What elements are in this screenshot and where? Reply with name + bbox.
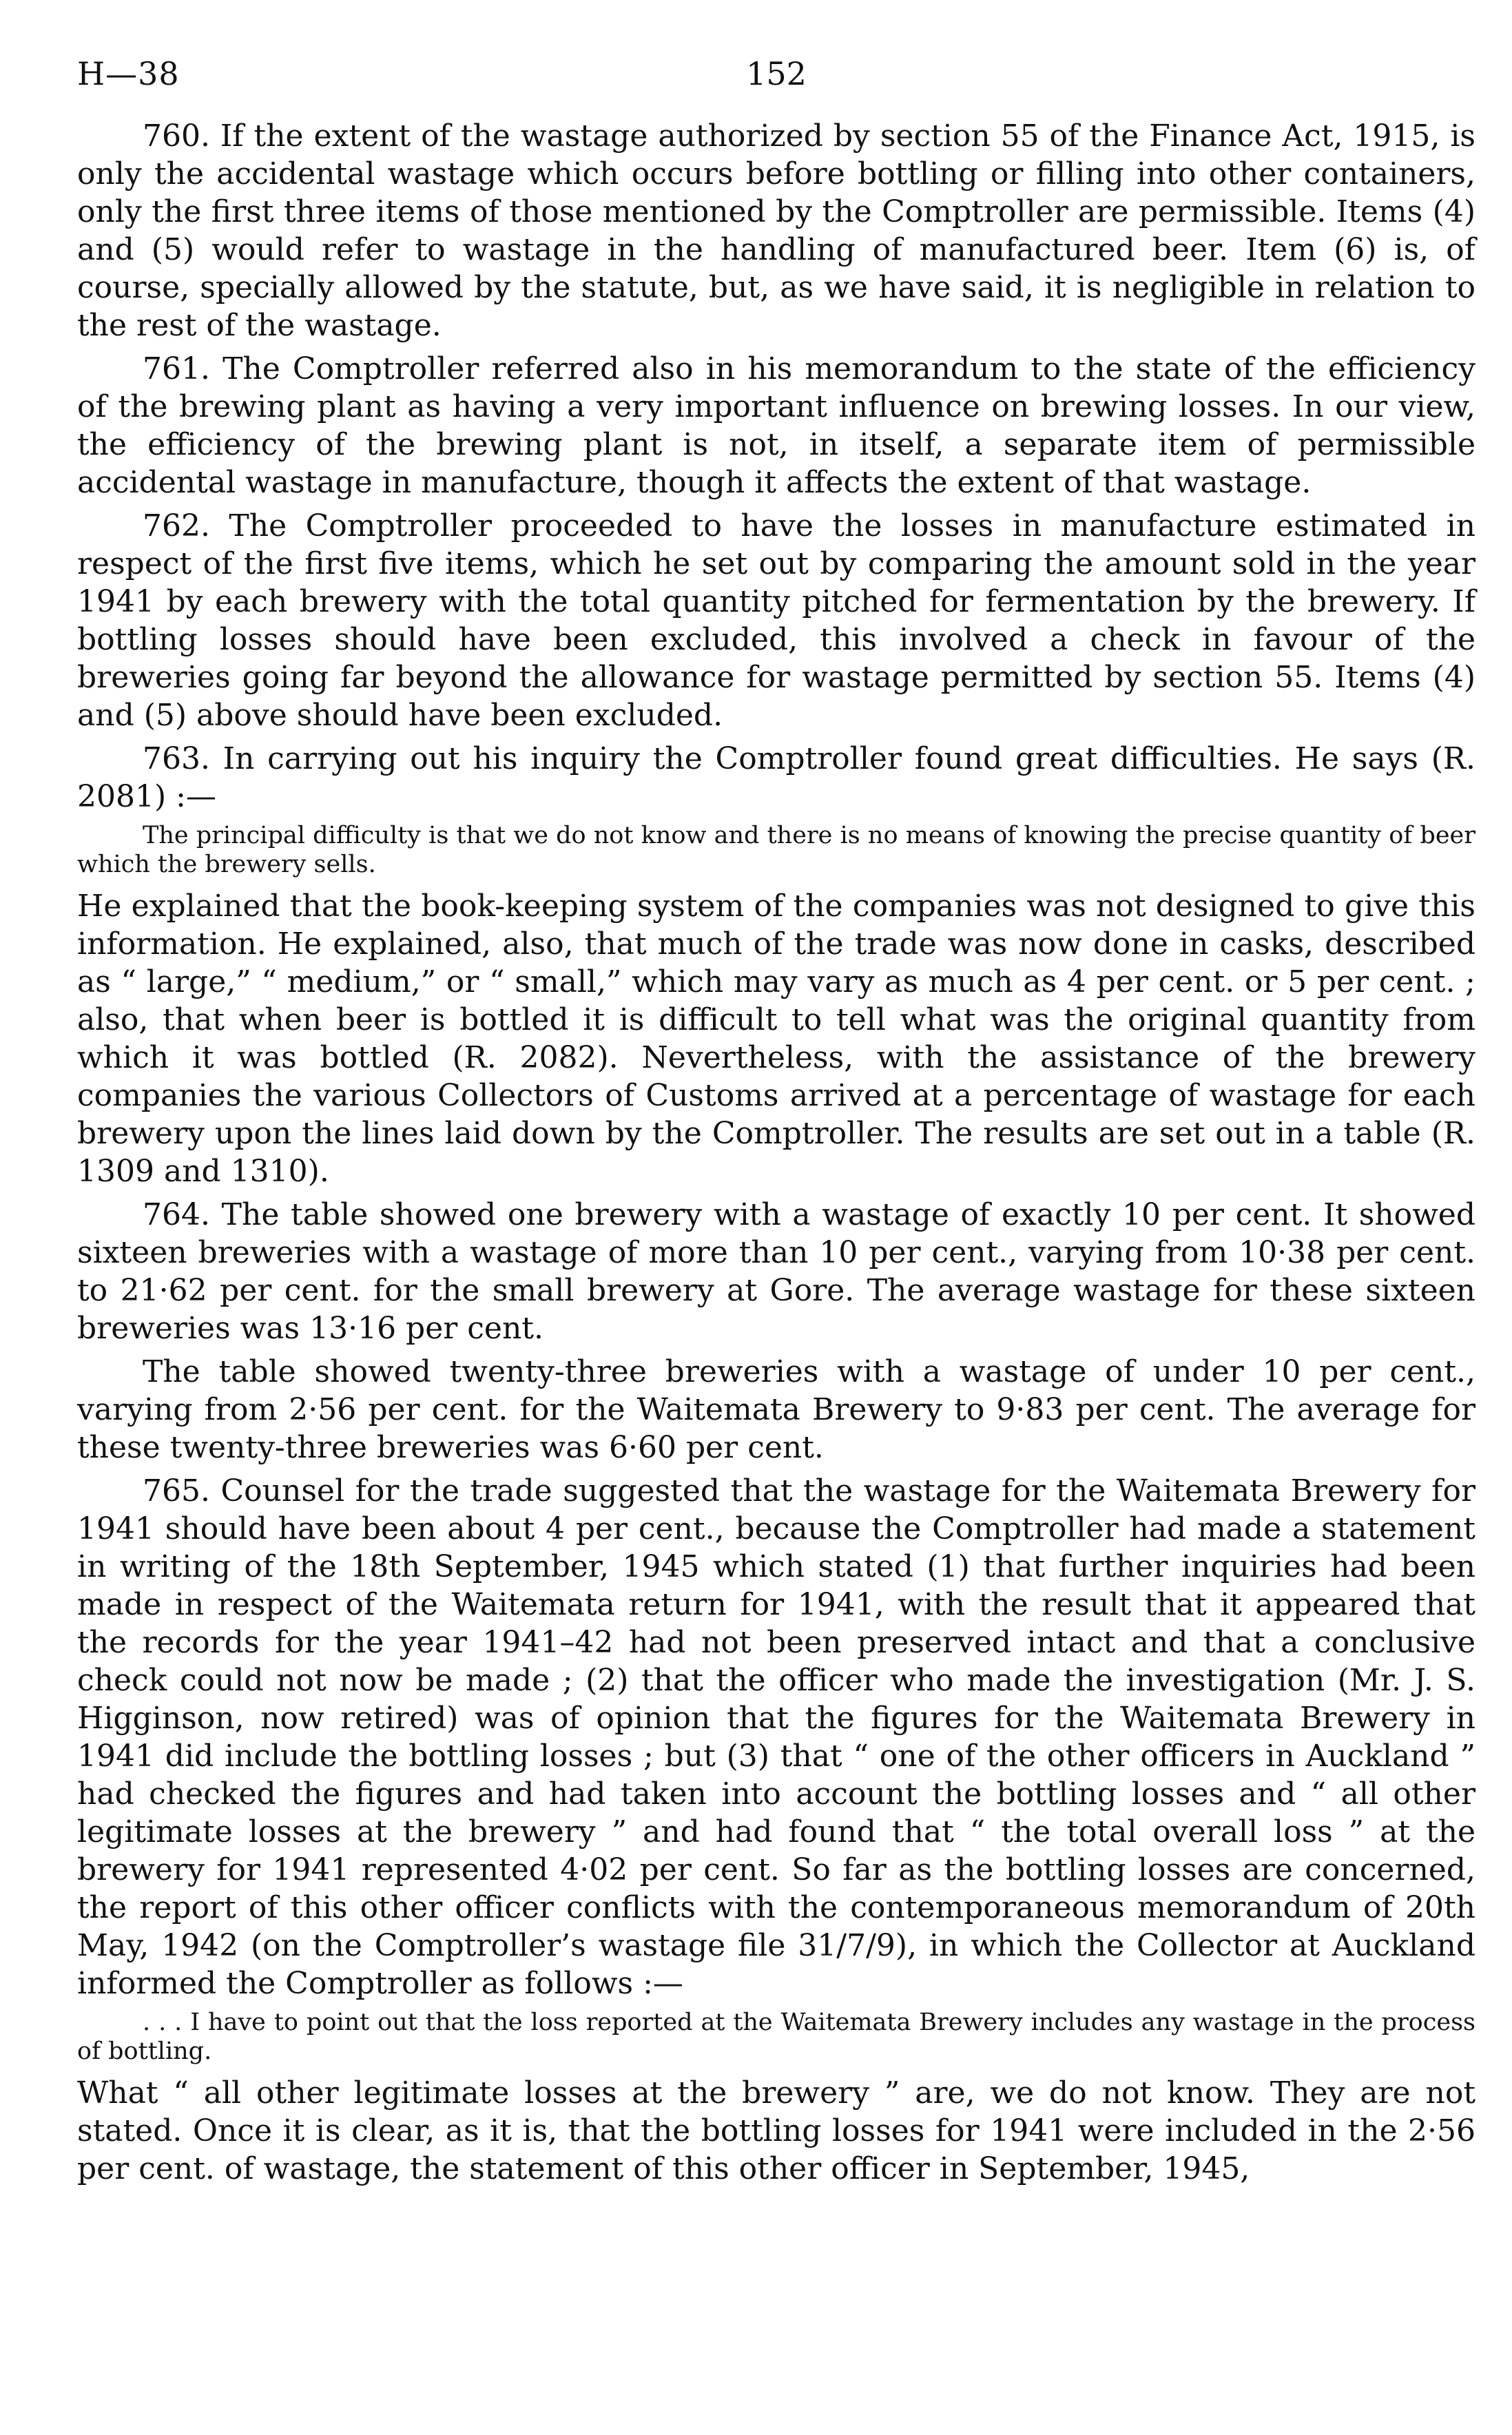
paragraph-761: 761. The Comptroller referred also in his memorandum to the state of the efficiency of the brewing plant as having a very important influence on brewing losses. In our view, the efficiency of the brewing plant is not, in itself, a separate item of permissible accidental wastage in manufacture, though it affects the extent of that wastage. [77,351,1475,500]
paragraph-763-continued: He explained that the book-keeping system of the companies was not designed to give this information. He explained, also, that much of the trade was now done in casks, described as “ large,” “ medium,” or “ small,” which may vary as much as 4 per cent. or 5 per cent. ; also, that when beer is bottled it is difficult to tell what was the original quantity from which it was bottled (R. 2082). Nevertheless, with the assistance of the brewery companies the various Collectors of Customs arrived at a percentage of wastage for each brewery upon the lines laid down by the Comptroller. The results are set out in a table (R. 1309 and 1310). [77,889,1475,1189]
paragraph-764-second: The table showed twenty-three breweries with a wastage of under 10 per cent., varying from 2·56 per cent. for the Waitemata Brewery to 9·83 per cent. The average for these twenty-three breweries was 6·60 per cent. [77,1354,1475,1465]
paragraph-760: 760. If the extent of the wastage authorized by section 55 of the Finance Act, 1915, is only the accidental wastage which occurs before bottling or filling into other containers, only the first three items of those mentioned by the Comptroller are permissible. Items (4) and (5) would refer to wastage in the handling of manufactured beer. Item (6) is, of course, specially allowed by the statute, but, as we have said, it is negligible in relation to the rest of the wastage. [77,118,1475,343]
paragraph-764: 764. The table showed one brewery with a wastage of exactly 10 per cent. It showed sixteen breweries with a wastage of more than 10 per cent., varying from 10·38 per cent. to 21·62 per cent. for the small brewery at Gore. The average wastage for these sixteen breweries was 13·16 per cent. [77,1197,1475,1346]
block-quote-collector: . . . I have to point out that the loss reported at the Waitemata Brewery includes any wastage in the process of bottling. [77,2009,1475,2065]
paragraph-762: 762. The Comptroller proceeded to have the losses in manufacture estimated in respect of the first five items, which he set out by comparing the amount sold in the year 1941 by each brewery with the total quantity pitched for fermentation by the brewery. If bottling losses should have been excluded, this involved a check in favour of the breweries going far beyond the allowance for wastage permitted by section 55. Items (4) and (5) above should have been excluded. [77,508,1475,733]
document-reference: H—38 [77,55,180,92]
paragraph-763: 763. In carrying out his inquiry the Comptroller found great difficulties. He says (R. 2081) :— [77,741,1475,814]
paragraph-765-continued: What “ all other legitimate losses at the brewery ” are, we do not know. They are not stated. Once it is clear, as it is, that the bottling losses for 1941 were included in the 2·56 per cent. of wastage, the statement of this other officer in September, 1945, [77,2075,1475,2186]
paragraph-765: 765. Counsel for the trade suggested that the wastage for the Waitemata Brewery for 1941 should have been about 4 per cent., because the Comptroller had made a statement in writing of the 18th September, 1945 which stated (1) that further inquiries had been made in respect of the Waitemata return for 1941, with the result that it appeared that the records for the year 1941–42 had not been preserved intact and that a conclusive check could not now be made ; (2) that the officer who made the investigation (Mr. J. S. Higginson, now retired) was of opinion that the figures for the Waitemata Brewery in 1941 did include the bottling losses ; but (3) that “ one of the other officers in Auckland ” had checked the figures and had taken into account the bottling losses and “ all other legitimate losses at the brewery ” and had found that “ the total overall loss ” at the brewery for 1941 represented 4·02 per cent. So far as the bottling losses are concerned, the report of this other officer conflicts with the contemporaneous memorandum of 20th May, 1942 (on the Comptroller’s wastage file 31/7/9), in which the Collector at Auckland informed the Comptroller as follows :— [77,1473,1475,2001]
block-quote-comptroller: The principal difficulty is that we do not know and there is no means of knowing the precise quantity of beer which the brewery sells. [77,822,1475,878]
page-number: 152 [746,55,807,92]
page-header [77,41,1475,117]
body-text [77,117,1475,2188]
document-page [77,41,1475,2193]
